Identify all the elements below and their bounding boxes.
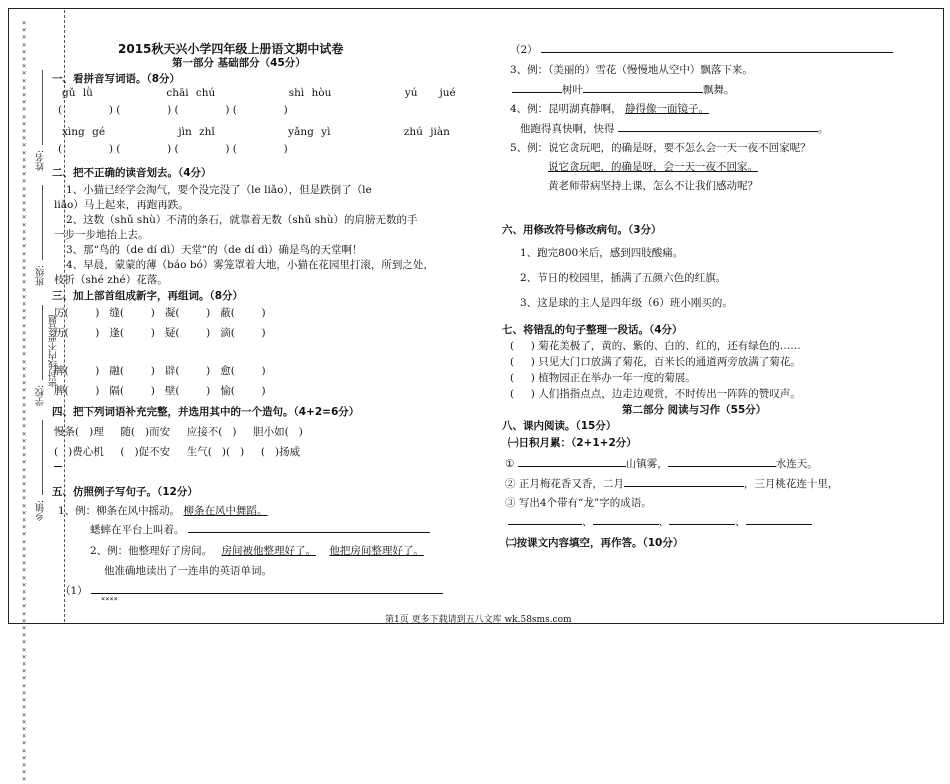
s7-line4: ( ) 人们指指点点，边走边观赏，不时传出一阵阵的赞叹声。 [510, 388, 801, 400]
section8-heading: 八、课内阅读。（15分） [502, 420, 617, 432]
crosses-mark: ×××× [101, 595, 118, 603]
ex2-model-a: 房间被他整理好了。 [221, 545, 317, 557]
ex4-prompt: 4、例：昆明湖真静啊， [510, 103, 622, 115]
ex3-leaf: 树叶 [562, 84, 583, 96]
section5-heading: 五、仿照例子写句子。（12分） [52, 486, 198, 498]
ex3-prompt: 3、例：（美丽的）雪花（慢慢地从空中）飘落下来。 [510, 64, 753, 76]
ex1-task-text: 蟋蟀在平台上叫着。 [90, 524, 185, 536]
answer-row-1: ( ) ( ) ( ) ( ) [58, 104, 288, 116]
s8-q1-blank-2[interactable] [668, 456, 776, 467]
s5-example2 [90, 543, 424, 558]
answer-row-2: ( ) ( ) ( ) ( ) [58, 143, 288, 155]
section3-heading: 三、加上部首组成新字，再组词。（8分） [52, 290, 244, 302]
town-line [42, 420, 43, 495]
s8-sub1: ㈠日积月累：（2+1+2分） [508, 437, 637, 449]
q1-label: （1） [60, 585, 88, 597]
class-line [42, 185, 43, 260]
s2-line2: liǎo）马上起来，再跑再跌。 [54, 199, 189, 211]
ex4-task-text: 他跑得真快啊，快得 [520, 123, 615, 135]
section7-heading: 七、将错乱的句子整理一段话。（4分） [502, 324, 683, 336]
seal-warning: 密封线内不要答题 [49, 315, 59, 387]
name-line [42, 70, 43, 145]
part1-heading: 第一部分 基础部分（45分） [172, 57, 306, 69]
s5-example1 [58, 503, 268, 518]
ex4-answer-blank[interactable] [618, 121, 818, 132]
ex4-row [510, 101, 709, 116]
s7-line1: ( ) 菊花美极了，黄的、紫的、白的、红的，还有绿色的…… [510, 340, 801, 352]
s8-q2-end: ，三月桃花连十里， [743, 478, 839, 490]
s8-q1-mid: 山镇雾， [625, 458, 668, 470]
s8-q2-start: ② 正月梅花香又香，二月 [505, 478, 624, 490]
s6-line3: 3、这是球的主人是四年级（6）班小刚买的。 [520, 297, 733, 309]
idiom-row-1: 慢条( )理 随( )而安 应接不( ) 胆小如( ) [54, 426, 303, 438]
s2-line3: 2、这数（shǔ shù）不清的条石，就靠着无数（shǔ shù）的肩膀无数的手 [66, 214, 418, 226]
s6-line2: 2、节日的校园里，插满了五颜六色的红旗。 [520, 272, 727, 284]
idiom-blank-4[interactable] [746, 514, 812, 525]
pinyin-row-2: xìng gé jìn zhǐ yǎng yì zhú jiàn [62, 126, 450, 138]
ex2-prompt: 2、例：他整理好了房间。 [90, 545, 213, 557]
q2-label: （2） [510, 44, 538, 56]
section1-heading: 一、看拼音写词语。（8分） [52, 73, 181, 85]
stray-dash [54, 466, 62, 467]
ex5-prompt: 5、例：说它贪玩吧，的确是呀，要不怎么会一天一夜不回家呢？ [510, 142, 811, 154]
town-label: 乡镇: [36, 500, 46, 522]
ex2-task: 他准确地读出了一连串的英语单词。 [104, 565, 272, 577]
s2-line7: 枝折（shé zhé）花落。 [54, 274, 168, 286]
s2-line1: 1、小猫已经学会淘气，要个没完没了（le liǎo），但是跌倒了（le [66, 184, 372, 196]
part2-heading: 第二部分 阅读与习作（55分） [622, 404, 767, 416]
s2-line6: 4、早晨，蒙蒙的薄（báo bó）雾笼罩着大地，小猫在花园里打滚，所到之处， [66, 259, 434, 271]
s8-q3: ③ 写出4个带有“龙”字的成语。 [505, 497, 652, 509]
ex3-end: 飘舞。 [703, 84, 735, 96]
ex3-blank-2[interactable] [583, 82, 703, 93]
s8-q1-blank-1[interactable] [518, 456, 626, 467]
class-label: 班级: [36, 265, 46, 287]
ex2-model-b: 他把房间整理好了。 [329, 545, 424, 557]
ex1-model: 柳条在风中舞蹈。 [183, 505, 268, 517]
s8-q3-answers: 、 、 、 [508, 514, 812, 529]
exam-title: 2015秋天兴小学四年级上册语文期中试卷 [118, 42, 344, 56]
radical-row-2: 历( ) 逢( ) 疑( ) 滴( ) [54, 327, 266, 339]
s2-line5: 3、那“鸟的（de dí dì）天堂”的（de dí dì）确是鸟的天堂啊！ [66, 244, 363, 256]
section2-heading: 二、把不正确的读音划去。（4分） [52, 167, 212, 179]
s8-q1 [505, 456, 818, 471]
pinyin-row-1: gǔ lǜ chāi chú shì hòu yú jué [62, 87, 456, 99]
s8-sub2: ㈡按课文内容填空，再作答。（10分） [506, 537, 684, 549]
idiom-blank-2[interactable] [593, 514, 659, 525]
s8-q1-end: 水连天。 [775, 458, 818, 470]
s8-q2-blank[interactable] [624, 476, 744, 487]
idiom-row-2: ( )费心机 ( )促不安 生气( )( ) ( )扬威 [54, 446, 301, 458]
school-label: 学校: [36, 385, 46, 407]
s8-q1-num: ① [505, 458, 515, 470]
section4-heading: 四、把下列词语补充完整，并选用其中的一个造句。（4+2=6分） [52, 406, 360, 418]
s5-q2-row [510, 42, 893, 57]
school-line [42, 305, 43, 380]
ex3-blank-1[interactable] [512, 82, 562, 93]
idiom-blank-3[interactable] [669, 514, 735, 525]
q2-answer-blank[interactable] [541, 42, 893, 53]
ex3-task [512, 82, 735, 97]
idiom-blank-1[interactable] [508, 514, 582, 525]
radical-row-1: 厉( ) 缝( ) 凝( ) 蔽( ) [54, 307, 266, 319]
ex1-answer-blank[interactable] [188, 522, 430, 533]
section6-heading: 六、用修改符号修改病句。（3分） [502, 224, 662, 236]
s7-line3: ( ) 植物园正在举办一年一度的菊展。 [510, 372, 696, 384]
ex5-model: 说它贪玩吧，的确是呀，会一天一夜不回家。 [548, 161, 758, 173]
s5-ex1-task [90, 522, 430, 537]
ex4-task: 他跑得真快啊，快得 。 [520, 123, 829, 135]
q1-answer-blank[interactable] [91, 583, 443, 594]
name-label: 姓名: [36, 150, 46, 172]
ex5-task: 黄老师带病坚持上课，怎么不让我们感动呢？ [548, 180, 758, 192]
s6-line1: 1、跑完800米后，感到四肢酸痛。 [520, 247, 684, 259]
s8-q2 [505, 476, 838, 491]
radical-row-4: 脾( ) 隔( ) 壁( ) 愉( ) [54, 385, 266, 397]
seal-line-crosses: ×××××××××××××××××××××××××××××××××××××××××××××××××××××××××××××××××××××××××××××××××××××××××××××××××××××××××× [22, 19, 27, 784]
radical-row-3: 牌( ) 融( ) 辟( ) 愈( ) [54, 365, 266, 377]
page-footer: 第1页 更多下载请到五八文库 wk.58sms.com [385, 615, 572, 625]
ex4-model: 静得像一面镜子。 [625, 103, 710, 115]
ex1-prompt: 1、例：柳条在风中摇动。 [58, 505, 181, 517]
s2-line4: 一步一步地抬上去。 [54, 229, 149, 241]
s7-line2: ( ) 只见大门口放满了菊花，百米长的通道两旁放满了菊花。 [510, 356, 801, 368]
